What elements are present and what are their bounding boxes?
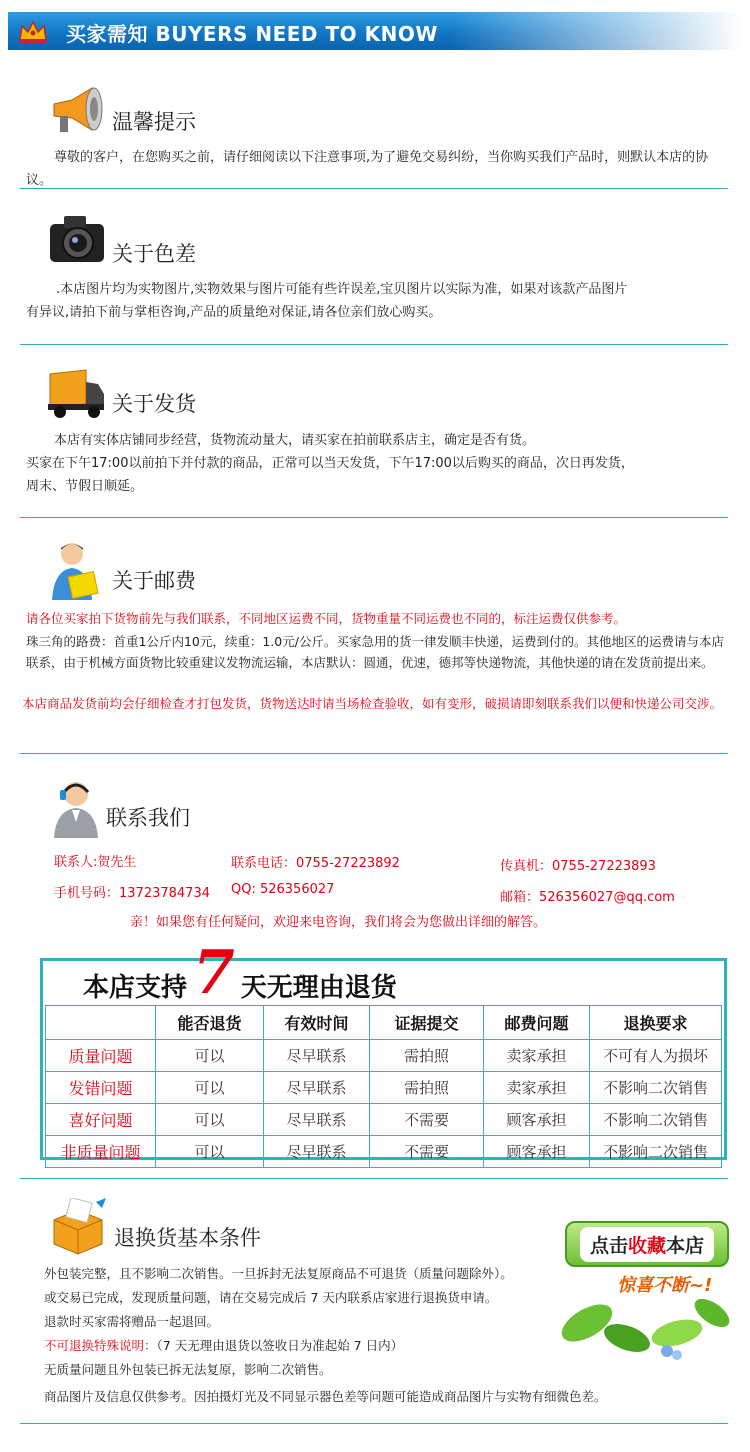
exchange-line3: 退款时买家需将赠品一起退回。 (44, 1314, 220, 1329)
megaphone-icon (48, 86, 106, 136)
favorite-shop-widget (557, 1213, 737, 1363)
table-cell: 尽早联系 (264, 1072, 370, 1104)
divider (20, 188, 728, 189)
table-cell: 需拍照 (370, 1040, 484, 1072)
table-cell: 尽早联系 (264, 1136, 370, 1168)
contact-phone[interactable]: 联系电话：0755-27223892 (231, 856, 400, 871)
tips-text: 尊敬的客户，在您购买之前，请仔细阅读以下注意事项,为了避免交易纠纷，当你购买我们产品时，则默认本店的协议。 (26, 150, 709, 188)
exchange-special-text: （7 天无理由退货以签收日为准起始 7 日内） (156, 1338, 404, 1353)
table-cell: 顾客承担 (484, 1136, 590, 1168)
row-label: 喜好问题 (46, 1104, 156, 1136)
table-cell: 可以 (156, 1104, 264, 1136)
favorite-pre: 点击 (589, 1234, 628, 1257)
table-cell: 不需要 (370, 1104, 484, 1136)
column-header: 有效时间 (264, 1006, 370, 1040)
table-cell: 可以 (156, 1040, 264, 1072)
package-icon (48, 1198, 108, 1256)
exchange-special-label: 不可退换特殊说明： (44, 1338, 157, 1353)
contact-person: 联系人:贺先生 (54, 855, 137, 870)
returns-heading-right: 天无理由退货 (240, 972, 397, 1003)
exchange-line5: 无质量问题且外包装已拆无法复原，影响二次销售。 (44, 1362, 332, 1377)
postage-title: 关于邮费 (112, 569, 196, 593)
table-cell: 卖家承担 (484, 1072, 590, 1104)
table-cell: 卖家承担 (484, 1040, 590, 1072)
table-cell: 不可有人为损坏 (590, 1040, 722, 1072)
contact-note: 亲！如果您有任何疑问，欢迎来电咨询，我们将会为您做出详细的解答。 (130, 915, 547, 930)
returns-heading-left: 本店支持 (83, 972, 188, 1003)
header-banner (8, 12, 742, 50)
truck-icon (46, 368, 106, 420)
postage-notice: 请各位买家拍下货物前先与我们联系，不同地区运费不同，货物重量不同运费也不同的，标注运费仅供参考。 (26, 611, 627, 626)
tips-title: 温馨提示 (112, 110, 196, 134)
column-header: 能否退货 (156, 1006, 264, 1040)
exchange-special (44, 1334, 403, 1357)
table-row (46, 1072, 722, 1104)
table-cell: 不需要 (370, 1136, 484, 1168)
support-agent-icon (52, 776, 100, 838)
table-cell: 不影响二次销售 (590, 1136, 722, 1168)
row-label: 非质量问题 (46, 1136, 156, 1168)
table-cell: 可以 (156, 1072, 264, 1104)
shipping-line2: 买家在下午17:00以前拍下并付款的商品，正常可以当天发货，下午17:00以后购买的商品，次日再发货， (26, 456, 634, 471)
camera-icon (48, 212, 106, 264)
row-label: 发错问题 (46, 1072, 156, 1104)
exchange-line1: 外包装完整，且不影响二次销售。一旦拆封无法复原商品不可退货（质量问题除外）。 (44, 1266, 513, 1281)
row-label: 质量问题 (46, 1040, 156, 1072)
shipping-line3: 周末、节假日顺延。 (26, 479, 144, 494)
table-cell: 不影响二次销售 (590, 1072, 722, 1104)
table-row (46, 1136, 722, 1168)
returns-grid (45, 1005, 722, 1168)
divider (20, 344, 728, 345)
color-title: 关于色差 (112, 242, 196, 266)
banner-title: 买家需知 BUYERS NEED TO KNOW (66, 22, 438, 46)
contact-mobile[interactable]: 手机号码：13723784734 (54, 886, 210, 901)
banner-fade (452, 12, 742, 50)
returns-heading-days: 7 (193, 938, 235, 1008)
table-cell: 需拍照 (370, 1072, 484, 1104)
exchange-line6: 商品图片及信息仅供参考。因拍摄灯光及不同显示器色差等问题可能造成商品图片与实物有细微色差。 (44, 1389, 607, 1404)
column-header: 证据提交 (370, 1006, 484, 1040)
exchange-title: 退换货基本条件 (114, 1226, 261, 1250)
favorite-shop-label (580, 1227, 714, 1262)
table-row (46, 1104, 722, 1136)
table-cell: 顾客承担 (484, 1104, 590, 1136)
returns-heading (83, 938, 397, 1009)
color-line2: 有异议,请拍下前与掌柜咨询,产品的质量绝对保证,请各位亲们放心购买。 (26, 305, 442, 320)
contact-qq[interactable]: QQ: 526356027 (231, 882, 335, 897)
color-line1: .本店图片均为实物图片,实物效果与图片可能有些许误差,宝贝图片以实际为准，如果对该款产品图片 (56, 282, 628, 297)
contact-fax: 传真机：0755-27223893 (500, 859, 656, 874)
exchange-line2: 或交易已完成，发现质量问题，请在交易完成后 7 天内联系店家进行退换货申请。 (44, 1290, 498, 1305)
returns-policy-table (40, 938, 727, 1162)
postage-rates: 珠三角的路费：首重1公斤内10元，续重：1.0元/公斤。买家急用的货一律发顺丰快递，运费到付的。其他地区的运费请与本店联系，由于机械方面货物比较重建议发物流运输，本店默认：圆通，优速，德邦等快递物流，其他快递的请在发货前提出来。 (26, 634, 724, 670)
table-row (46, 1040, 722, 1072)
divider (20, 753, 728, 754)
contact-title: 联系我们 (106, 806, 190, 830)
column-header: 退换要求 (590, 1006, 722, 1040)
favorite-shop-button[interactable] (565, 1221, 729, 1267)
crown-icon (18, 18, 48, 44)
table-cell: 不影响二次销售 (590, 1104, 722, 1136)
divider (20, 1423, 728, 1424)
divider (20, 1178, 728, 1179)
column-header (46, 1006, 156, 1040)
table-cell: 尽早联系 (264, 1104, 370, 1136)
postage-inspection: 本店商品发货前均会仔细检查才打包发货，货物送达时请当场检查验收，如有变形，破损请即刻联系我们以便和快递公司交涉。 (22, 696, 723, 711)
favorite-post: 本店 (666, 1234, 705, 1257)
shipping-line1: 本店有实体店铺同步经营，货物流动量大，请买家在拍前联系店主，确定是否有货。 (54, 433, 536, 448)
divider (20, 517, 728, 518)
favorite-subtitle: 惊喜不断~! (617, 1275, 713, 1296)
column-header: 邮费问题 (484, 1006, 590, 1040)
contact-email[interactable]: 邮箱：526356027@qq.com (500, 890, 675, 905)
courier-icon (48, 540, 102, 602)
favorite-highlight: 收藏 (627, 1234, 666, 1257)
leaf-decoration-icon (557, 1253, 737, 1363)
table-header-row (46, 1006, 722, 1040)
table-cell: 尽早联系 (264, 1040, 370, 1072)
shipping-title: 关于发货 (112, 392, 196, 416)
table-cell: 可以 (156, 1136, 264, 1168)
